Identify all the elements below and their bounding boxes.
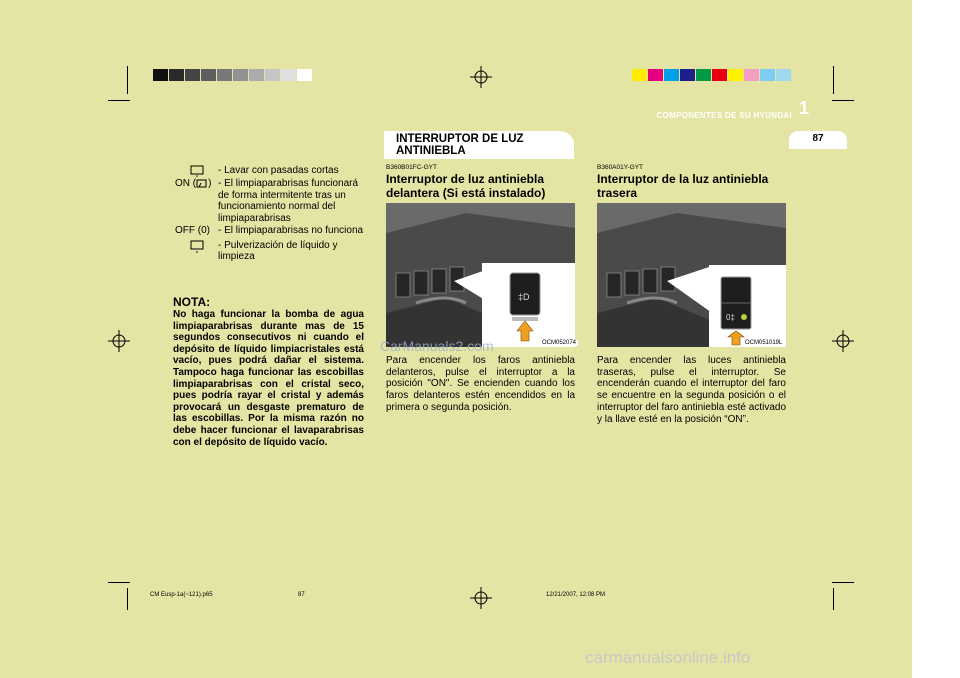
registration-mark-icon	[470, 587, 492, 609]
footer-page: 87	[298, 592, 305, 598]
wiper-wash-icon	[175, 240, 218, 263]
page-number: 87	[812, 133, 824, 144]
crop-mark	[832, 100, 854, 101]
wiper-mode-label: OFF (0)	[175, 225, 210, 236]
footer-file: CM Eusp-1a(~121).p65	[150, 592, 213, 598]
crop-mark	[832, 582, 854, 583]
crop-mark	[833, 66, 834, 94]
crop-mark	[127, 66, 128, 94]
section-heading: Interruptor de luz antiniebla delantera (Si está instalado)	[386, 172, 546, 200]
crop-mark	[108, 100, 130, 101]
rear-fog-switch-photo	[597, 203, 786, 347]
wiper-mist-icon	[175, 165, 218, 177]
section-title: COMPONENTES DE SU HYUNDAI	[656, 111, 792, 120]
grayscale-bar	[153, 68, 313, 80]
section-code: B360A01Y-GYT	[597, 164, 644, 171]
registration-mark-icon	[470, 66, 492, 88]
list-item: OFF (0) - El limpiaparabrisas no funciona	[175, 225, 364, 236]
watermark: CarManuals2.com	[380, 338, 494, 354]
list-item: - Lavar con pasadas cortas	[175, 165, 365, 177]
image-code: OCM052074	[542, 340, 577, 346]
wiper-intermittent-icon	[196, 179, 208, 190]
section-body: Para encender las luces antiniebla traseras, pulse el interruptor. Se encenderán cuando el interruptor del faro se encuentre en la segunda posición o el interruptor del faro antiniebla esté activado y la llave esté en la posición “ON”.	[597, 355, 787, 425]
note-title: NOTA:	[173, 295, 211, 309]
dashboard-illustration	[386, 203, 575, 347]
tab-title: INTERRUPTOR DE LUZ ANTINIEBLA	[396, 133, 524, 157]
crop-mark	[127, 588, 128, 610]
section-number: 1	[799, 98, 810, 118]
wiper-mode-list	[175, 165, 365, 263]
section-code: B360B01FC-GYT	[386, 164, 437, 171]
list-item: ON ( ) - El limpiaparabrisas funcionará de forma intermitente tras un funcionamiento normal del limpiaparabrisas	[175, 178, 359, 224]
wiper-mode-label: ON (	[175, 178, 197, 189]
registration-mark-icon	[832, 330, 854, 352]
section-body: Para encender los faros antiniebla delanteros, pulse el interruptor a la posición "ON". Se encienden cuando los faros delanteros estén encendidos en la primera o segunda posición.	[386, 355, 575, 413]
site-watermark: carmanualsonline.info	[585, 648, 751, 667]
footer-date: 12/21/2007, 12:08 PM	[546, 592, 606, 598]
registration-mark-icon	[108, 330, 130, 352]
section-heading: Interruptor de la luz antiniebla trasera	[597, 172, 769, 200]
color-bar	[632, 68, 792, 80]
crop-mark	[833, 588, 834, 610]
list-item: - Pulverización de líquido y limpieza	[175, 240, 365, 263]
dashboard-illustration	[597, 203, 786, 347]
svg-text:0‡: 0‡	[726, 313, 735, 322]
note-body: No haga funcionar la bomba de agua limpiaparabrisas durante mas de 15 segundos consecutivos ni cuando el depósito de líquido limpiacristales está vacío, pues podrá dañar el sistema. Tampoco haga funcionar las escobillas limpiaparabrisas con el cristal seco, pues podría rayar el cristal y además provocará un desgaste prematuro de las escobillas. Por la misma razón no debe hacer funcionar el lavaparabrisas con el depósito de líquido vacío.	[173, 309, 364, 448]
crop-mark	[108, 582, 130, 583]
front-fog-switch-photo	[386, 203, 575, 347]
svg-text:‡D: ‡D	[518, 292, 530, 302]
image-code: OCM051019L	[745, 340, 783, 346]
